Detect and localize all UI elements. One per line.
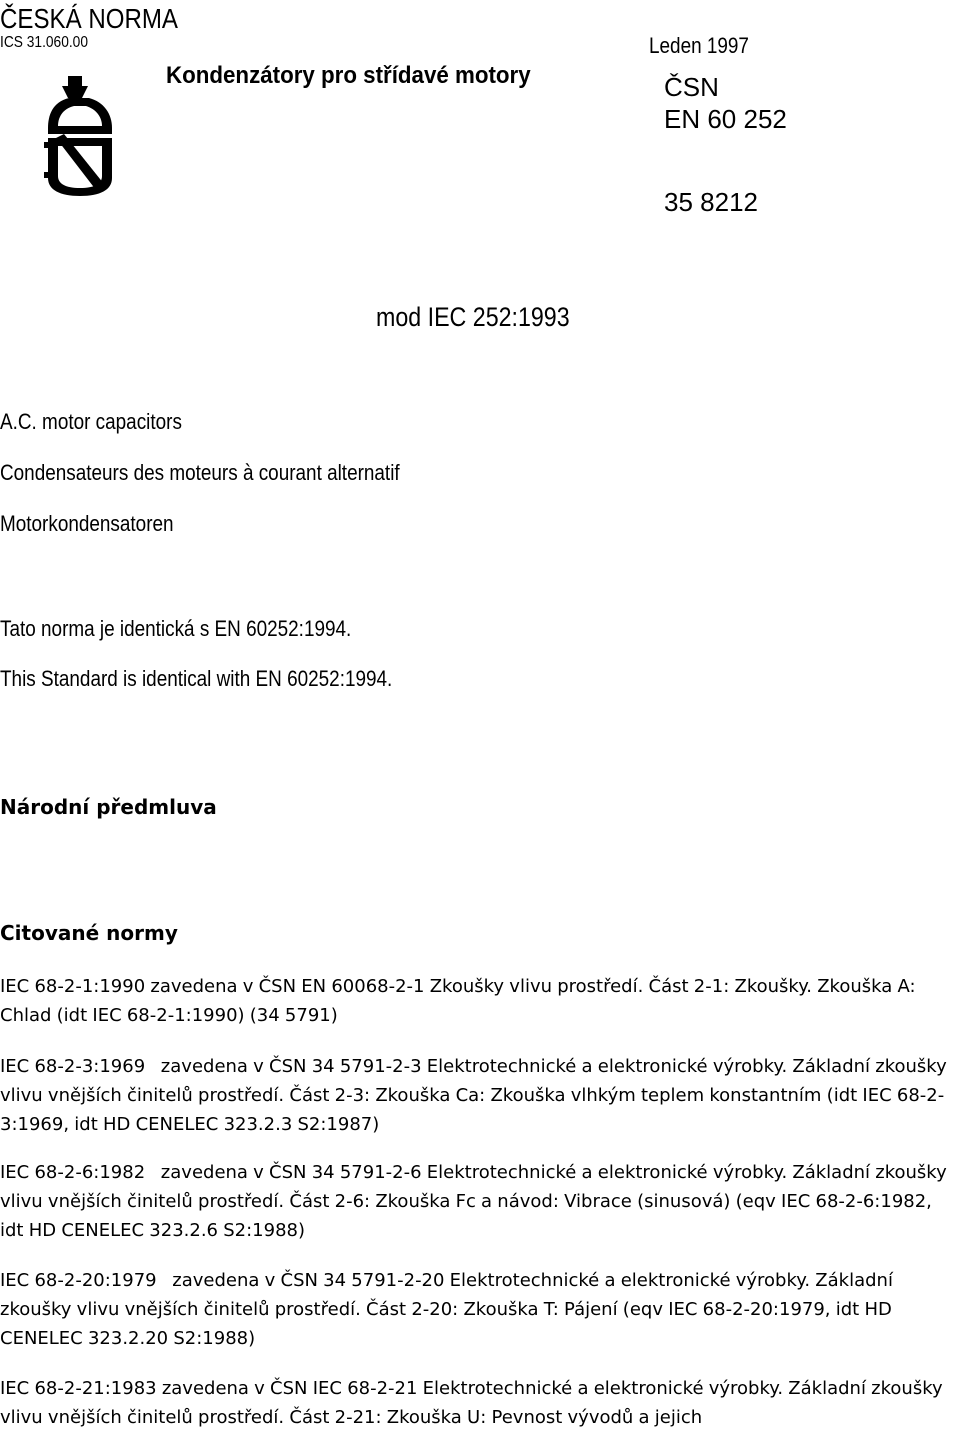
release-date: Leden 1997: [649, 33, 749, 58]
csn-logo-icon: [42, 72, 118, 202]
title-german: Motorkondensatoren: [0, 511, 174, 536]
document-title: Kondenzátory pro střídavé motory: [166, 62, 531, 89]
standard-number: EN 60 252: [664, 104, 787, 134]
title-english: A.C. motor capacitors: [0, 409, 182, 434]
cited-standard-entry: IEC 68-2-3:1969 zavedena v ČSN 34 5791-2-3 Elektrotechnické a elektronické výrobky. Základní zkoušky vlivu vnějších činitelů prostředí. Část 2-3: Zkouška Ca: Zkouška vlhkým teplem konstantním (idt IEC 68-2-3:1969, idt HD CENELEC 323.2.3 S2:1987): [0, 1056, 952, 1135]
national-foreword-heading: Národní předmluva: [0, 795, 217, 819]
classification-number: 35 8212: [664, 187, 758, 217]
ics-code: ICS 31.060.00: [0, 34, 88, 51]
csn-label: ČSN: [664, 72, 719, 102]
cited-standard-entry: IEC 68-2-6:1982 zavedena v ČSN 34 5791-2-6 Elektrotechnické a elektronické výrobky. Základní zkoušky vlivu vnějších činitelů prostředí. Část 2-6: Zkouška Fc a návod: Vibrace (sinusová) (eqv IEC 68-2-6:1982, idt HD CENELEC 323.2.6 S2:1988): [0, 1162, 952, 1241]
cited-standards-heading: Citované normy: [0, 921, 178, 945]
cited-standard-entry: IEC 68-2-20:1979 zavedena v ČSN 34 5791-2-20 Elektrotechnické a elektronické výrobky. Základní zkoušky vlivu vnějších činitelů prostředí. Část 2-20: Zkouška T: Pájení (eqv IEC 68-2-20:1979, idt HD CENELEC 323.2.20 S2:1988): [0, 1270, 899, 1349]
title-french: Condensateurs des moteurs à courant alternatif: [0, 460, 400, 485]
standard-series-label: ČESKÁ NORMA: [0, 3, 178, 34]
identity-statement-english: This Standard is identical with EN 60252:1994.: [0, 666, 393, 691]
cited-standard-entry: IEC 68-2-1:1990 zavedena v ČSN EN 60068-2-1 Zkoušky vlivu prostředí. Část 2-1: Zkoušky. Zkouška A: Chlad (idt IEC 68-2-1:1990) (34 5791): [0, 976, 921, 1026]
identity-statement-czech: Tato norma je identická s EN 60252:1994.: [0, 616, 352, 641]
cited-standard-entry: IEC 68-2-21:1983 zavedena v ČSN IEC 68-2-21 Elektrotechnické a elektronické výrobky. Základní zkoušky vlivu vnějších činitelů prostředí. Část 2-21: Zkouška U: Pevnost vývodů a jejich: [0, 1378, 948, 1428]
modification-reference: mod IEC 252:1993: [376, 302, 570, 332]
